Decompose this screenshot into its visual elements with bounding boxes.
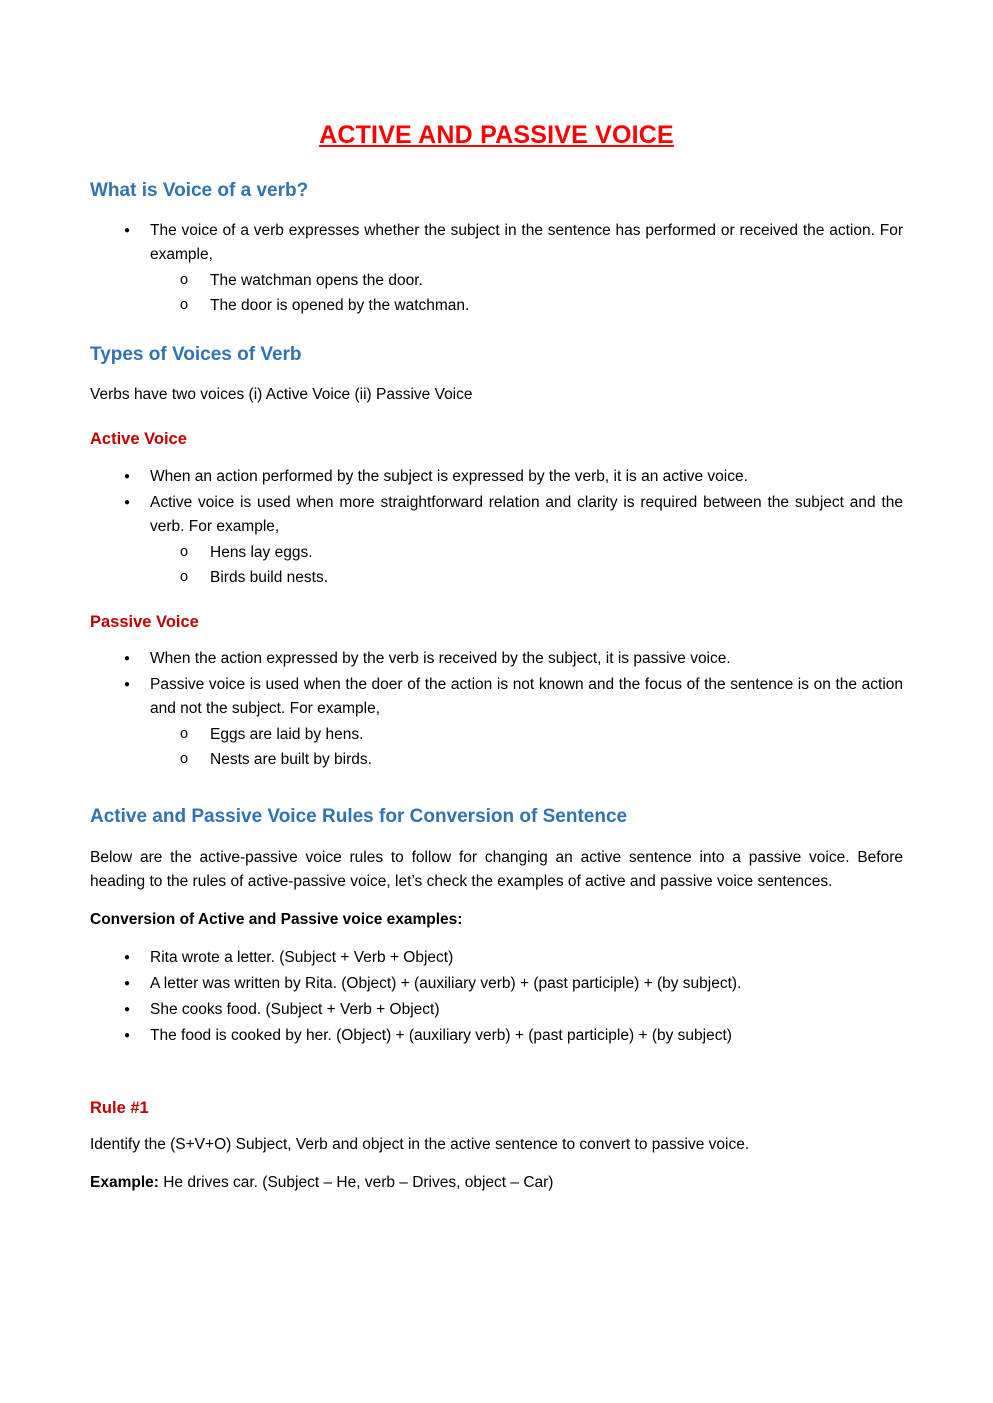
sub-bullet-icon: o bbox=[180, 751, 189, 768]
subheading-rule-1: Rule #1 bbox=[90, 1099, 149, 1118]
bullet-icon: ● bbox=[124, 496, 131, 508]
bullet-text: When the action expressed by the verb is received by the subject, it is passive voice. bbox=[150, 650, 731, 668]
bullet-text: Rita wrote a letter. (Subject + Verb + Object) bbox=[150, 948, 454, 966]
bullet-icon: ● bbox=[124, 225, 131, 237]
doc-title: ACTIVE AND PASSIVE VOICE bbox=[319, 121, 674, 149]
bullet-icon: ● bbox=[124, 679, 131, 691]
bullet-text: Passive voice is used when the doer of the action is not known and the focus of the sentence is on the action and not the subject. For example, bbox=[150, 676, 903, 718]
bullet-text: She cooks food. (Subject + Verb + Object) bbox=[150, 1001, 440, 1018]
sub-bullet-item bbox=[180, 269, 903, 293]
bullet-item bbox=[124, 647, 903, 671]
bullet-item bbox=[124, 946, 903, 970]
conversion-intro-paragraph: Below are the active-passive voice rules to follow for changing an active sentence into a passive voice. Before heading to the rules of active-passive voice, let’s check the examples of active and passive voice sentences. bbox=[90, 848, 903, 890]
sub-bullet-text: Birds build nests. bbox=[210, 568, 329, 586]
example-label: Example: bbox=[90, 1174, 159, 1192]
bullet-icon: ● bbox=[124, 470, 131, 482]
bullet-text: When an action performed by the subject is expressed by the verb, it is an active voice. bbox=[150, 467, 748, 485]
sub-bullet-icon: o bbox=[180, 726, 189, 743]
sub-bullet-text: The watchman opens the door. bbox=[210, 272, 423, 290]
section-heading-types-of-voices: Types of Voices of Verb bbox=[90, 343, 302, 365]
bullet-text: A letter was written by Rita. (Object) + (auxiliary verb) + (past participle) + (by subject). bbox=[150, 974, 742, 992]
sub-bullet-item bbox=[180, 566, 903, 590]
bullet-text: The voice of a verb expresses whether the subject in the sentence has performed or received the action. For example, bbox=[150, 222, 903, 264]
sub-bullet-item bbox=[180, 294, 903, 318]
section-heading-conversion-rules: Active and Passive Voice Rules for Conversion of Sentence bbox=[90, 806, 628, 828]
bullet-text: Active voice is used when more straightforward relation and clarity is required between the subject and the verb. For example, bbox=[150, 493, 903, 535]
subheading-passive-voice: Passive Voice bbox=[90, 612, 199, 631]
bullet-icon: ● bbox=[124, 1030, 131, 1042]
sub-bullet-item bbox=[180, 723, 903, 747]
bullet-item bbox=[124, 998, 903, 1022]
sub-bullet-text: Eggs are laid by hens. bbox=[210, 726, 364, 744]
sub-bullet-item bbox=[180, 748, 903, 772]
sub-bullet-icon: o bbox=[180, 272, 189, 289]
sub-bullet-icon: o bbox=[180, 543, 189, 560]
bullet-icon: ● bbox=[124, 1004, 131, 1015]
bullet-item bbox=[124, 673, 903, 721]
section-heading-what-is-voice: What is Voice of a verb? bbox=[90, 179, 309, 201]
sub-bullet-icon: o bbox=[180, 568, 189, 585]
sub-bullet-text: The door is opened by the watchman. bbox=[210, 297, 470, 315]
sub-bullet-icon: o bbox=[180, 297, 189, 314]
bullet-icon: ● bbox=[124, 977, 131, 989]
example-text: He drives car. (Subject – He, verb – Drives, object – Car) bbox=[163, 1174, 554, 1192]
bullet-text: The food is cooked by her. (Object) + (auxiliary verb) + (past participle) + (by subject) bbox=[150, 1027, 732, 1045]
bullet-icon: ● bbox=[124, 653, 131, 665]
bullet-icon: ● bbox=[124, 951, 131, 963]
bullet-item bbox=[124, 491, 903, 539]
conversion-examples-label: Conversion of Active and Passive voice examples: bbox=[90, 910, 463, 928]
rule-1-body: Identify the (S+V+O) Subject, Verb and object in the active sentence to convert to passive voice. bbox=[90, 1136, 750, 1154]
subheading-active-voice: Active Voice bbox=[90, 430, 187, 449]
types-intro-paragraph: Verbs have two voices (i) Active Voice (ii) Passive Voice bbox=[90, 386, 473, 404]
rule-1-example bbox=[90, 1171, 903, 1195]
sub-bullet-text: Hens lay eggs. bbox=[210, 543, 313, 561]
doc-title-row bbox=[90, 116, 903, 155]
sub-bullet-text: Nests are built by birds. bbox=[210, 751, 372, 769]
bullet-item bbox=[124, 972, 903, 996]
bullet-item bbox=[124, 1024, 903, 1048]
spacer bbox=[90, 773, 903, 781]
sub-bullet-item bbox=[180, 541, 903, 565]
bullet-item bbox=[124, 219, 903, 267]
bullet-item bbox=[124, 465, 903, 489]
